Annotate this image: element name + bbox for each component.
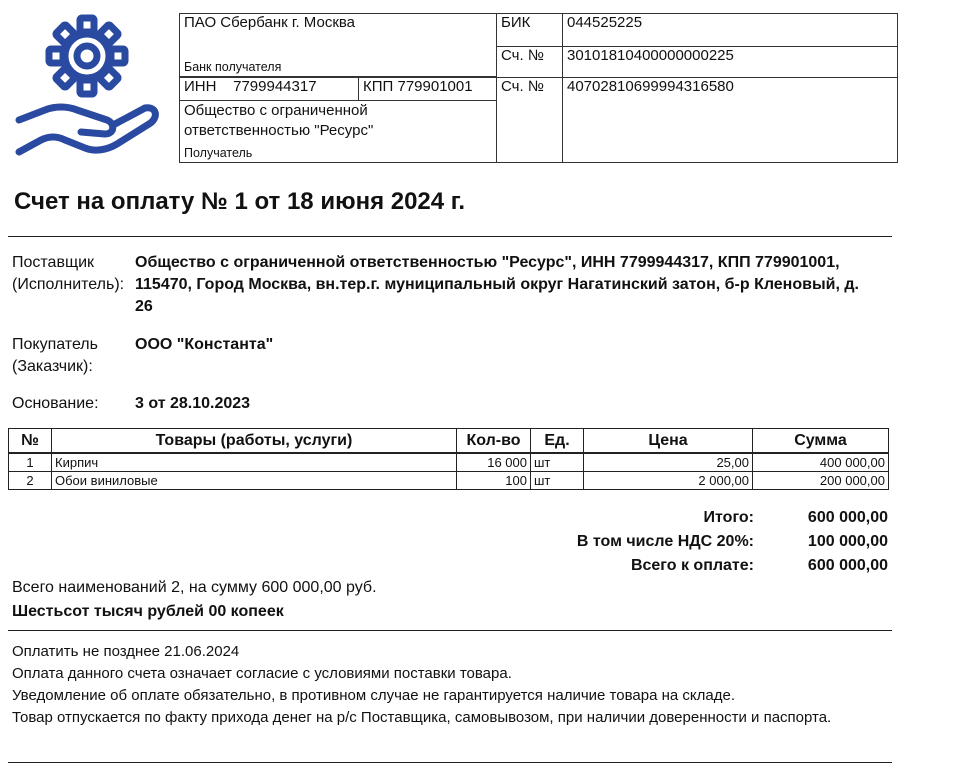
- col-price-header: Цена: [584, 429, 753, 454]
- kpp-cell: [359, 78, 497, 101]
- invoice-title: Счет на оплату № 1 от 18 июня 2024 г.: [14, 188, 466, 215]
- amount-in-words: Шестьсот тысяч рублей 00 копеек: [12, 603, 284, 620]
- inn-cell: [180, 78, 359, 101]
- corr-account-label: Сч. №: [497, 47, 563, 78]
- inn-label: ИНН: [184, 78, 217, 95]
- note-agreement: Оплата данного счета означает согласие с условиями поставки товара.: [12, 665, 512, 682]
- items-table: [8, 428, 889, 490]
- kpp-value: 779901001: [397, 78, 473, 95]
- divider-middle: [8, 630, 892, 631]
- row-qty: 100: [457, 472, 531, 490]
- total-label: Итого:: [703, 509, 754, 526]
- row-sum: 200 000,00: [753, 472, 889, 490]
- row-num: 2: [9, 472, 52, 490]
- col-unit-header: Ед.: [531, 429, 584, 454]
- note-release: Товар отпускается по факту прихода денег на р/с Поставщика, самовывозом, при наличии доверенности и паспорта.: [12, 709, 832, 726]
- total-value: 600 000,00: [807, 509, 888, 526]
- divider-bottom: [8, 762, 892, 763]
- due-label: Всего к оплате:: [630, 557, 754, 574]
- items-header-row: [9, 429, 889, 454]
- supplier-value: Общество с ограниченной ответственностью "Ресурс", ИНН 7799944317, КПП 779901001, 115470, Город Москва, вн.тер.г. муниципальный округ Нагатинский затон, б-р Кленовый, д. 26: [135, 254, 859, 315]
- table-row: [9, 472, 889, 490]
- bik-value: 044525225: [563, 14, 898, 47]
- bank-name: ПАО Сбербанк г. Москва: [184, 14, 356, 31]
- col-qty-header: Кол-во: [457, 429, 531, 454]
- bank-name-cell: [180, 14, 497, 77]
- due-value: 600 000,00: [807, 557, 888, 574]
- inn-value: 7799944317: [233, 78, 317, 95]
- row-name: Обои виниловые: [52, 472, 457, 490]
- recipient-caption: Получатель: [184, 146, 253, 160]
- col-sum-header: Сумма: [753, 429, 889, 454]
- row-price: 25,00: [584, 453, 753, 472]
- supplier-label: Поставщик (Исполнитель):: [12, 254, 125, 293]
- row-sum: 400 000,00: [753, 453, 889, 472]
- table-row: [9, 453, 889, 472]
- summary-line: Всего наименований 2, на сумму 600 000,00 руб.: [12, 579, 377, 596]
- note-deadline: Оплатить не позднее 21.06.2024: [12, 643, 240, 660]
- divider-top: [8, 236, 892, 237]
- bank-details-table: [179, 13, 898, 163]
- vat-label: В том числе НДС 20%:: [576, 533, 754, 550]
- payment-notes: [12, 641, 882, 729]
- recipient-name: Общество с ограниченной ответственностью "Ресурс": [184, 102, 374, 139]
- buyer-value: ООО "Константа": [135, 336, 274, 353]
- account-label: Сч. №: [497, 78, 563, 163]
- corr-account-value: 30101810400000000225: [563, 47, 898, 78]
- note-notification: Уведомление об оплате обязательно, в противном случае не гарантируется наличие товара на складе.: [12, 687, 735, 704]
- kpp-label: КПП: [363, 78, 394, 95]
- row-unit: шт: [531, 472, 584, 490]
- bik-label: БИК: [497, 14, 563, 47]
- gear-on-hand-icon: [15, 12, 163, 162]
- totals-block: [577, 506, 888, 578]
- row-price: 2 000,00: [584, 472, 753, 490]
- row-num: 1: [9, 453, 52, 472]
- basis-value: 3 от 28.10.2023: [135, 395, 251, 412]
- recipient-cell: [180, 101, 497, 163]
- bank-caption: Банк получателя: [184, 60, 282, 74]
- col-num-header: №: [9, 429, 52, 454]
- basis-label: Основание:: [12, 395, 99, 412]
- col-name-header: Товары (работы, услуги): [52, 429, 457, 454]
- row-unit: шт: [531, 453, 584, 472]
- account-value: 40702810699994316580: [563, 78, 898, 163]
- vat-value: 100 000,00: [807, 533, 888, 550]
- row-qty: 16 000: [457, 453, 531, 472]
- row-name: Кирпич: [52, 453, 457, 472]
- buyer-label: Покупатель (Заказчик):: [12, 336, 98, 375]
